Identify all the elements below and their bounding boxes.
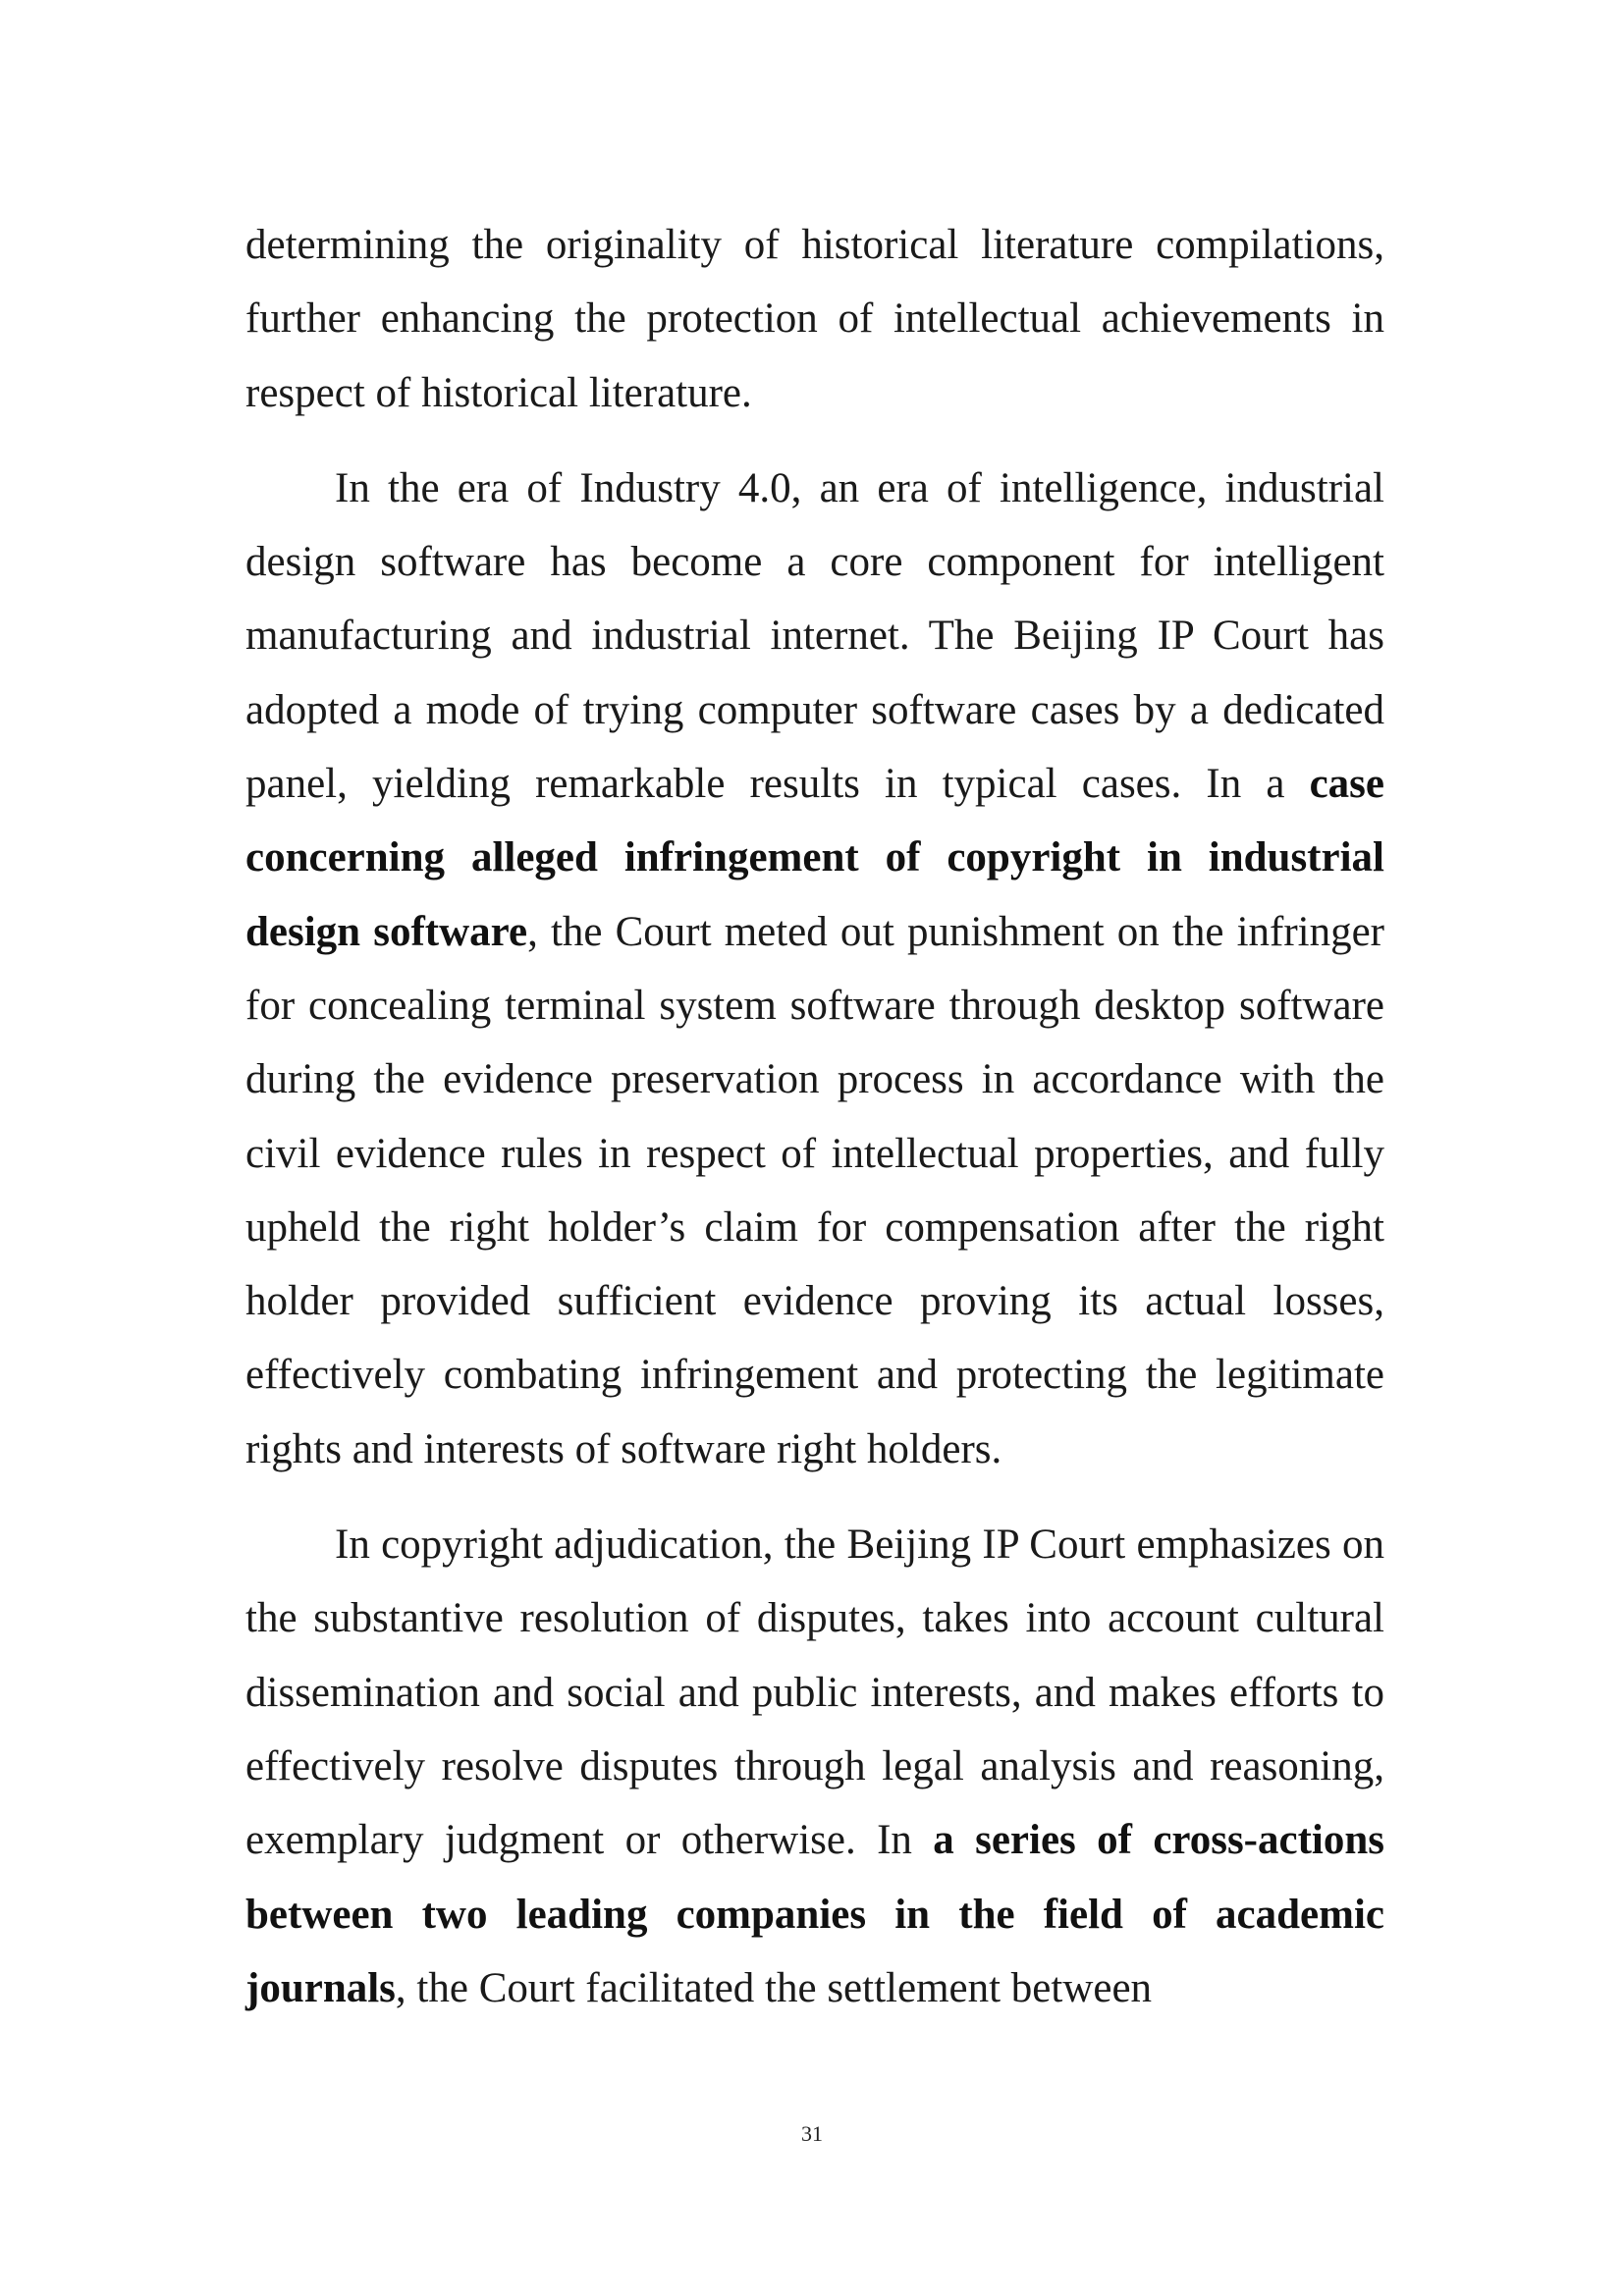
paragraph-3-text-a: In copyright adjudication, the Beijing IP Court emphasizes on the substantive resolution of disputes, takes into account cultural dissemination and social and public interests, and makes efforts to effectively resolve disputes through legal analysis and reasoning, exemplary judgment or otherwise. In bbox=[245, 1522, 1384, 1864]
paragraph-1-text: determining the originality of historical literature compilations, further enhancing the protection of intellectual achievements in respect of historical literature. bbox=[245, 222, 1384, 416]
page-number: 31 bbox=[801, 2121, 823, 2146]
body-text bbox=[245, 208, 1384, 2025]
paragraph-3 bbox=[245, 1508, 1384, 2025]
paragraph-2-text-b: , the Court meted out punishment on the infringer for concealing terminal system software through desktop software during the evidence preservation process in accordance with the civil evidence rules in respect of intellectual properties, and fully upheld the right holder’s claim for compensation after the right holder provided sufficient evidence proving its actual losses, effectively combating infringement and protecting the legitimate rights and interests of software right holders. bbox=[245, 908, 1385, 1472]
case-title-academic-journals: a series of cross-actions between two leading companies in the field of academic journals bbox=[245, 1817, 1384, 2011]
paragraph-3-text-b: , the Court facilitated the settlement between bbox=[395, 1964, 1153, 2011]
paragraph-2-text-a: In the era of Industry 4.0, an era of intelligence, industrial design software has become a core component for intelligent manufacturing and industrial internet. The Beijing IP Court has adopted a mode of trying computer software cases by a dedicated panel, yielding remarkable results in typical cases. In a bbox=[245, 464, 1384, 808]
case-title-industrial-design-software: case concerning alleged infringement of copyright in industrial design software bbox=[245, 761, 1384, 955]
paragraph-2 bbox=[245, 452, 1384, 1486]
paragraph-1 bbox=[245, 208, 1384, 430]
